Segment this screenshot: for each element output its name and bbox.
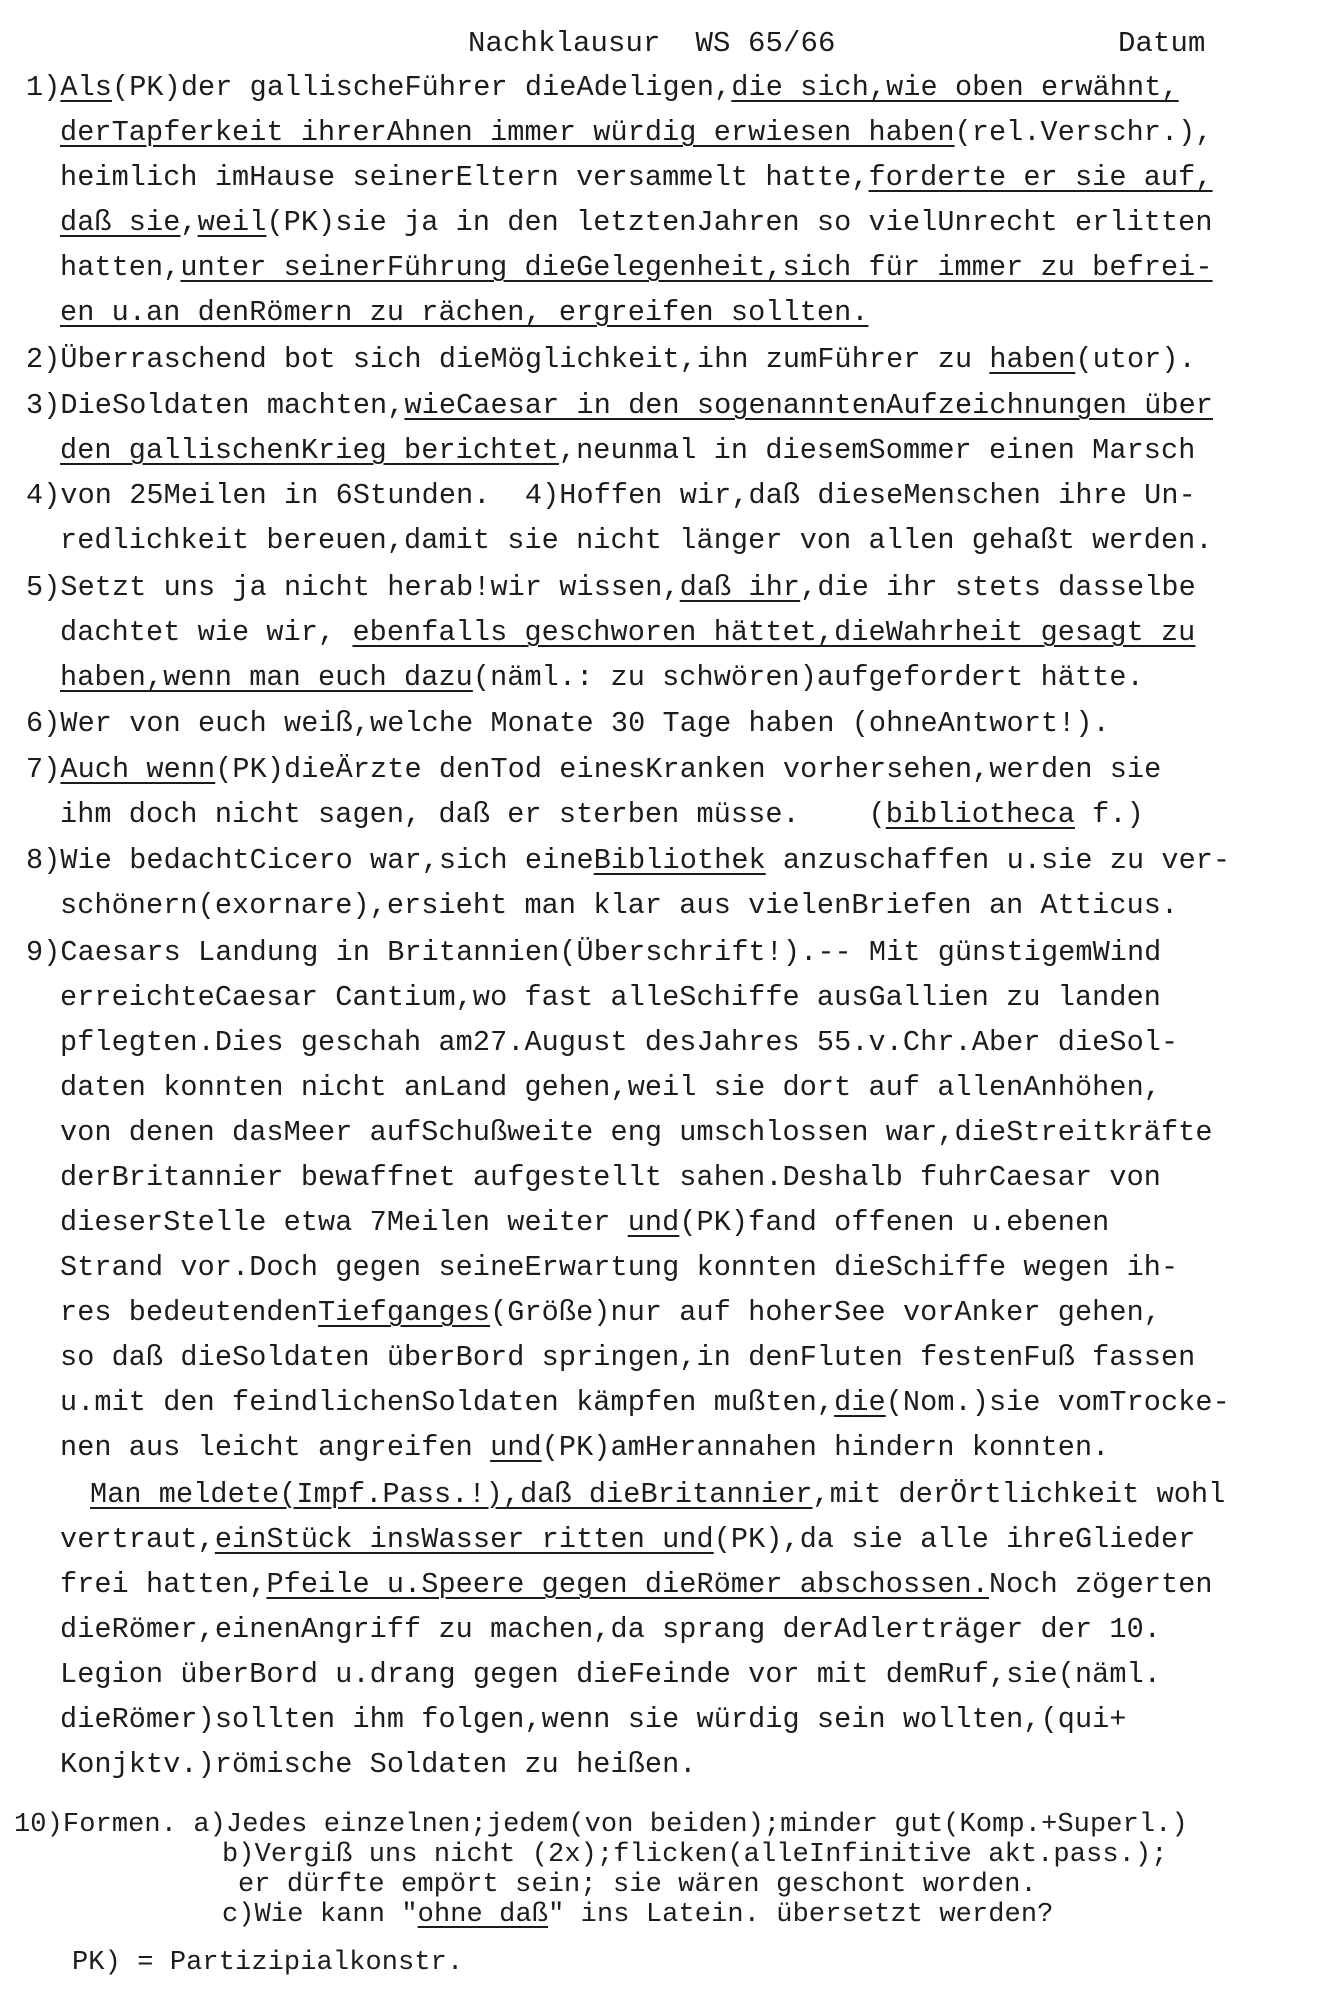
text-span: 4)von 25Meilen in 6Stunden. 4)Hoffen wir,daß dieseMenschen ihre Un- [26, 479, 1196, 512]
text-span: dachtet wie wir, [60, 616, 353, 649]
underlined-phrase: Tiefganges [318, 1296, 491, 1329]
underlined-phrase: unter seinerFührung dieGelegenheit,sich für immer zu befrei- [180, 251, 1213, 284]
underlined-phrase: Als [60, 71, 113, 104]
underlined-phrase: forderte er sie auf, [868, 161, 1213, 194]
text-span: Noch zögerten [988, 1568, 1213, 1601]
exercise-line: Strand vor.Doch gegen seineErwartung konnten dieSchiffe wegen ih- [60, 1251, 1179, 1284]
exercise-line [60, 1430, 1109, 1466]
exercise-line [26, 388, 1213, 424]
exercise-line [90, 1477, 1225, 1513]
underlined-phrase: die [834, 1386, 886, 1419]
date-label: Datum [1118, 27, 1206, 60]
underlined-phrase: derTapferkeit ihrerAhnen immer würdig erwiesen haben [60, 116, 955, 149]
text-span: (Größe)nur auf hoherSee vorAnker gehen, [490, 1296, 1161, 1329]
underlined-phrase: en u.an denRömern zu rächen, ergreifen sollten. [60, 296, 869, 329]
exercise-line: erreichteCaesar Cantium,wo fast alleSchiffe ausGallien zu landen [60, 981, 1161, 1014]
exercise-line [26, 70, 1179, 106]
text-span: anzuschaffen u.sie zu ver- [765, 844, 1231, 877]
exercise-line: Legion überBord u.drang gegen dieFeinde vor mit demRuf,sie(näml. [60, 1658, 1161, 1691]
exercise-line [26, 843, 1230, 879]
text-span: hatten, [60, 251, 181, 284]
text-span: c)Wie kann " [222, 1900, 418, 1930]
text-span: ,neunmal in diesemSommer einen Marsch [558, 434, 1196, 467]
exercise-number: 7) [26, 753, 61, 786]
exercise-line: so daß dieSoldaten überBord springen,in denFluten festenFuß fassen [60, 1341, 1196, 1374]
exercise-line [60, 660, 1144, 696]
text-span: f.) [1074, 798, 1144, 831]
exercise-line [60, 1385, 1230, 1421]
text-span: frei hatten, [60, 1568, 267, 1601]
exercise-line: pflegten.Dies geschah am27.August desJahres 55.v.Chr.Aber dieSol- [60, 1026, 1179, 1059]
underlined-phrase: weil [197, 206, 267, 239]
exercise-line: daten konnten nicht anLand gehen,weil sie dort auf allenAnhöhen, [60, 1071, 1161, 1104]
exercise-line: derBritannier bewaffnet aufgestellt sahen.Deshalb fuhrCaesar von [60, 1161, 1161, 1194]
exercise-line [60, 295, 869, 331]
exercise-number: 1) [26, 71, 61, 104]
text-span: (PK)der gallischeFührer dieAdeligen, [112, 71, 732, 104]
text-span: u.mit den feindlichenSoldaten kämpfen mußten, [60, 1386, 835, 1419]
text-span: redlichkeit bereuen,damit sie nicht länger von allen gehaßt werden. [60, 524, 1213, 557]
underlined-phrase: ohne daß [417, 1900, 549, 1930]
underlined-phrase: und [627, 1206, 680, 1239]
text-span: 6)Wer von euch weiß,welche Monate 30 Tage haben (ohneAntwort!). [26, 707, 1110, 740]
exercise-line [60, 160, 1213, 196]
underlined-phrase: ebenfalls geschworen hättet,dieWahrheit gesagt zu [352, 616, 1196, 649]
text-span: dieserStelle etwa 7Meilen weiter [60, 1206, 628, 1239]
underlined-phrase: haben,wenn man euch dazu [60, 661, 473, 694]
text-span: vertraut, [60, 1523, 215, 1556]
text-span: schönern(exornare),ersieht man klar aus vielenBriefen an Atticus. [60, 889, 1179, 922]
exercise-line [26, 752, 1161, 788]
underlined-phrase: Pfeile u.Speere gegen dieRömer abschossen. [266, 1568, 989, 1601]
text-span: (Nom.)sie vomTrocke- [885, 1386, 1230, 1419]
underlined-phrase: Auch wenn [60, 753, 216, 786]
exercise-line [26, 342, 1196, 378]
exercise-line [60, 250, 1213, 286]
exercise-line: er dürfte empört sein; sie wären geschont worden. [238, 1870, 1037, 1900]
text-span: (PK)dieÄrzte denTod einesKranken vorhersehen,werden sie [215, 753, 1162, 786]
exercise-line: dieRömer)sollten ihm folgen,wenn sie würdig sein wollten,(qui+ [60, 1703, 1127, 1736]
underlined-phrase: daß sie [60, 206, 181, 239]
text-span: ,die ihr stets dasselbe [800, 571, 1196, 604]
exercise-line [60, 1567, 1213, 1603]
text-span: , [180, 206, 198, 239]
exercise-line [60, 433, 1195, 469]
text-span: 2)Überraschend bot sich dieMöglichkeit,ihn zumFührer zu [26, 343, 990, 376]
exercise-line [60, 205, 1213, 241]
exercise-line: von denen dasMeer aufSchußweite eng umschlossen war,dieStreitkräfte [60, 1116, 1213, 1149]
text-span: ,mit derÖrtlichkeit wohl [812, 1478, 1226, 1511]
underlined-phrase: einStück insWasser ritten und [214, 1523, 714, 1556]
exercise-line [60, 1522, 1195, 1558]
text-span: ihm doch nicht sagen, daß er sterben müsse. ( [60, 798, 886, 831]
exercise-line [222, 1900, 1053, 1930]
text-span: 3)DieSoldaten machten, [26, 389, 405, 422]
text-span: (PK)sie ja in den letztenJahren so vielUnrecht erlitten [266, 206, 1213, 239]
underlined-phrase: bibliotheca [885, 798, 1075, 831]
text-span: 8)Wie bedachtCicero war,sich eine [26, 844, 594, 877]
exam-title: Nachklausur WS 65/66 [468, 27, 836, 60]
underlined-phrase: den gallischenKrieg berichtet [60, 434, 559, 467]
exercise-line [60, 888, 1178, 924]
text-span: (PK),da sie alle ihreGlieder [713, 1523, 1196, 1556]
exercise-line [60, 115, 1213, 151]
text-span: res bedeutenden [60, 1296, 319, 1329]
exercise-line [60, 1205, 1109, 1241]
underlined-phrase: Bibliothek [593, 844, 766, 877]
underlined-phrase: haben [989, 343, 1076, 376]
text-span: (PK)fand offenen u.ebenen [679, 1206, 1110, 1239]
text-span: heimlich imHause seinerEltern versammelt hatte, [60, 161, 869, 194]
text-span: (näml.: zu schwören)aufgefordert hätte. [472, 661, 1144, 694]
exercise-line [60, 615, 1195, 651]
underlined-phrase: daß ihr [679, 571, 801, 604]
exercise-line [26, 706, 1110, 742]
underlined-phrase: die sich,wie oben erwähnt, [731, 71, 1179, 104]
footnote: PK) = Partizipialkonstr. [72, 1948, 464, 1978]
underlined-phrase: und [490, 1431, 542, 1464]
text-span: " ins Latein. übersetzt werden? [548, 1900, 1054, 1930]
exercise-line [60, 1295, 1161, 1331]
exercise-line: dieRömer,einenAngriff zu machen,da sprang derAdlerträger der 10. [60, 1613, 1161, 1646]
text-span: 5)Setzt uns ja nicht herab!wir wissen, [26, 571, 680, 604]
exercise-line [60, 797, 1144, 833]
exercise-line: 9)Caesars Landung in Britannien(Überschrift!).-- Mit günstigemWind [26, 936, 1162, 969]
text-span: (rel.Verschr.), [954, 116, 1213, 149]
exercise-line: Konjktv.)römische Soldaten zu heißen. [60, 1748, 697, 1781]
underlined-phrase: wieCaesar in den sogenanntenAufzeichnungen über [404, 389, 1213, 422]
text-span: (utor). [1075, 343, 1196, 376]
exercise-line [26, 478, 1196, 514]
underlined-phrase: Man meldete(Impf.Pass.!),daß dieBritannier [90, 1478, 813, 1511]
text-span: nen aus leicht angreifen [60, 1431, 491, 1464]
exercise-line: 10)Formen. a)Jedes einzelnen;jedem(von beiden);minder gut(Komp.+Superl.) [14, 1810, 1188, 1840]
text-span: (PK)amHerannahen hindern konnten. [541, 1431, 1110, 1464]
exercise-line [60, 523, 1213, 559]
exercise-line: b)Vergiß uns nicht (2x);flicken(alleInfinitive akt.pass.); [222, 1840, 1168, 1870]
exercise-line [26, 570, 1196, 606]
